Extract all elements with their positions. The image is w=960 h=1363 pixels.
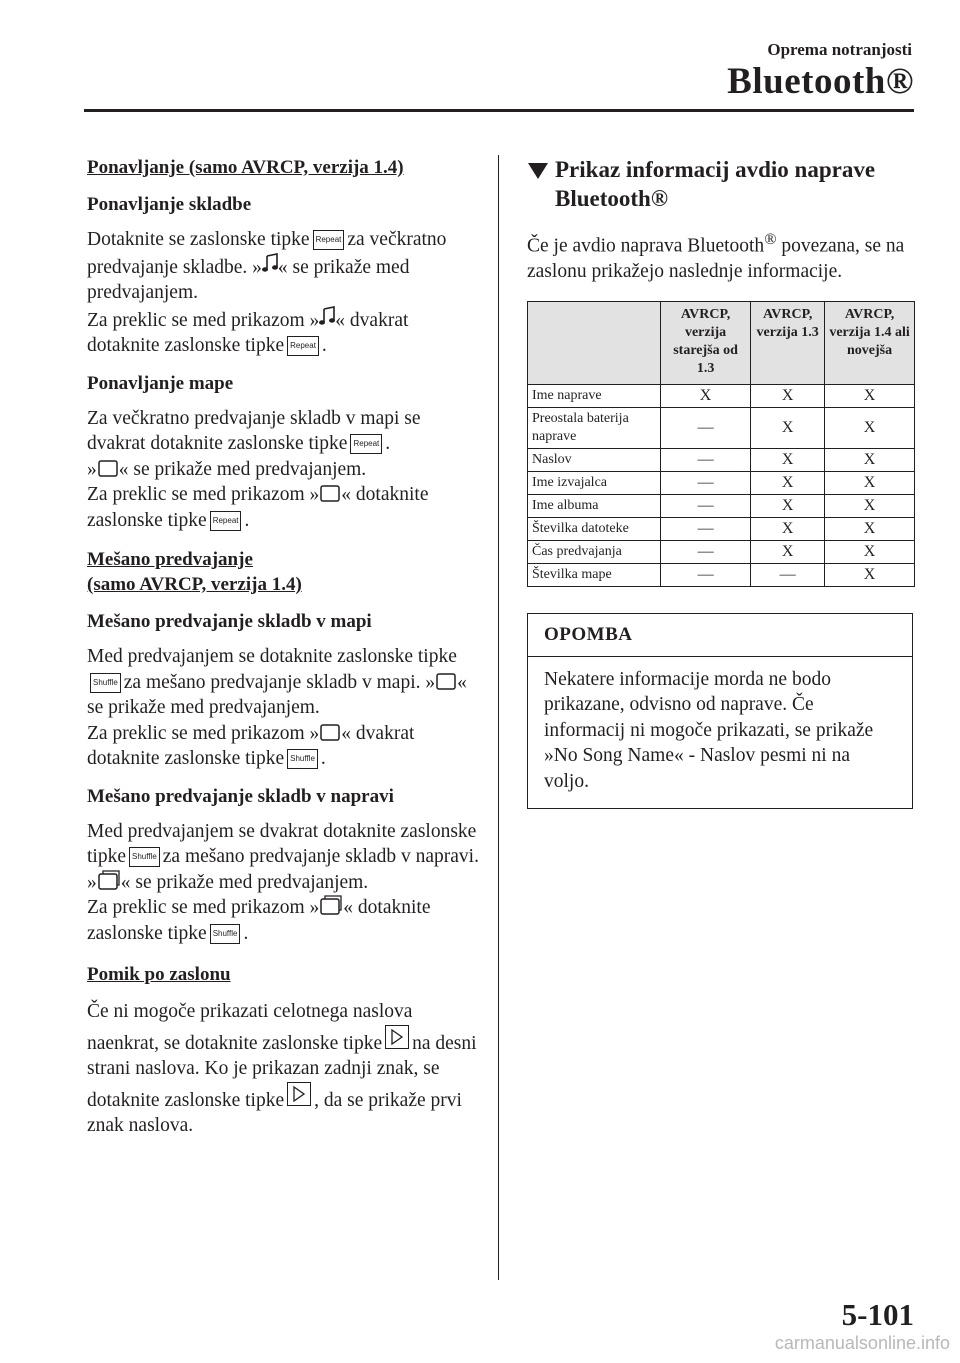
paragraph-info-intro [527,227,915,285]
header-empty [528,301,661,384]
text: « se prikaže med predvajanjem. [87,671,467,718]
text: (samo AVRCP, verzija 1.4) [87,574,302,595]
header-col-3: AVRCP, verzija 1.4 ali novejša [825,301,915,384]
table-row [528,563,915,586]
text: . [244,509,250,531]
note-title: OPOMBA [528,614,912,657]
repeat-button-icon: Repeat [313,230,345,250]
text: na desni strani naslova. Ko je prikazan zadnji znak, se dotaknite zaslonske tipke [87,1032,477,1111]
scroll-arrow-button-icon [287,1082,311,1106]
table-row [528,384,915,407]
text: « se prikaže med predvajanjem. [120,871,369,893]
section-scroll-title: Pomik po zaslonu [87,964,231,985]
cell: X [661,384,751,407]
cell: X [825,471,915,494]
text: « dotaknite zaslonske tipke [87,484,429,531]
cell: X [751,494,825,517]
cell: — [661,471,751,494]
header-subtitle: Oprema notranjosti [767,40,912,59]
text: Za preklic se med prikazom » [87,897,320,918]
text: « dvakrat dotaknite zaslonske tipke [87,722,415,769]
note-body: Nekatere informacije morda ne bodo prikazane, odvisno od naprave. Če informacij ni mogoče prikazati, se prikaže »No Song Name« - Naslov pesmi ni na voljo. [544,668,874,792]
text: Dotaknite se zaslonske tipke [87,229,310,250]
repeat-button-icon: Repeat [210,511,242,531]
cell: X [751,517,825,540]
page-number: 5-101 [841,1297,914,1332]
scroll-arrow-button-icon [385,1025,409,1049]
left-column [87,155,482,1149]
paragraph-repeat-track [87,227,482,359]
row-label: Številka datoteke [528,517,661,540]
text: Za preklic se med prikazom » [87,484,320,505]
cell: — [661,517,751,540]
cell: X [751,448,825,471]
paragraph-shuffle-folder [87,644,482,772]
cell: — [661,407,751,448]
cell: X [825,407,915,448]
row-label: Ime naprave [528,384,661,407]
table-header-row [528,301,915,384]
right-column [527,155,915,809]
watermark: carmanualsonline.info [774,1333,950,1353]
table-row [528,540,915,563]
header-col-2: AVRCP, verzija 1.3 [751,301,825,384]
row-label: Ime albuma [528,494,661,517]
cell: — [661,563,751,586]
registered-mark: ® [764,230,777,248]
text: « se prikaže med predvajanjem. [87,256,410,303]
subsection-repeat-folder: Ponavljanje mape [87,372,234,394]
cell: X [825,517,915,540]
music-note-icon [262,253,278,273]
folder-icon [98,459,118,477]
cell: X [751,384,825,407]
device-folder-icon [98,870,120,890]
text: za večkratno predvajanje skladbe. » [87,229,447,278]
text: Prikaz informacij avdio naprave Bluetooth® [555,157,876,211]
section-shuffle-title [87,547,482,597]
cell: X [825,540,915,563]
table-row [528,448,915,471]
cell: X [825,384,915,407]
paragraph-shuffle-device [87,819,482,947]
paragraph-scroll [87,999,482,1139]
folder-icon [320,484,340,502]
paragraph-repeat-folder [87,406,482,534]
table-row [528,407,915,448]
cell: — [661,494,751,517]
text: « dvakrat dotaknite zaslonske tipke [87,309,409,356]
cell: — [751,563,825,586]
text: . [385,433,391,454]
text: Za preklic se med prikazom » [87,309,320,331]
text: « se prikaže med predvajanjem. [118,458,367,480]
cell: X [751,540,825,563]
note-box [527,613,913,810]
text: Mešano predvajanje [87,549,253,570]
text: za mešano predvajanje skladb v napravi. » [87,846,479,893]
music-note-icon [319,306,335,326]
cell: X [751,471,825,494]
shuffle-button-icon: Shuffle [90,673,121,693]
cell: — [661,540,751,563]
row-label: Preostala baterija naprave [528,407,661,448]
text: za mešano predvajanje skladb v mapi. » [123,671,436,693]
info-table [527,301,915,587]
text: . [243,922,249,944]
repeat-button-icon: Repeat [350,434,382,454]
header-col-1: AVRCP, verzija starejša od 1.3 [661,301,751,384]
table-row [528,494,915,517]
text: . [321,335,327,356]
text: « dotaknite zaslonske tipke [87,897,431,944]
folder-icon [320,723,340,741]
subsection-shuffle-device: Mešano predvajanje skladb v napravi [87,785,394,807]
cell: X [825,494,915,517]
table-row [528,517,915,540]
text: povezana, se na zaslonu prikažejo naslednje informacije. [527,235,905,282]
section-repeat-title: Ponavljanje (samo AVRCP, verzija 1.4) [87,157,404,178]
row-label: Naslov [528,448,661,471]
text: Če ni mogoče prikazati celotnega naslova naenkrat, se dotaknite zaslonske tipke [87,1001,413,1054]
text: . [320,748,326,769]
shuffle-button-icon: Shuffle [210,924,241,944]
table-row [528,471,915,494]
cell: X [751,407,825,448]
cell: X [825,563,915,586]
shuffle-button-icon: Shuffle [287,749,318,769]
subsection-shuffle-folder: Mešano predvajanje skladb v mapi [87,611,372,632]
folder-icon [436,672,456,690]
shuffle-button-icon: Shuffle [129,847,160,867]
section-info-title [527,155,915,213]
header-title: Bluetooth® [727,61,914,102]
text: Za preklic se med prikazom » [87,722,320,744]
text: Med predvajanjem se dotaknite zaslonske tipke [87,646,457,667]
row-label: Številka mape [528,563,661,586]
device-folder-icon [320,895,342,915]
text: Če je avdio naprava Bluetooth [527,235,765,257]
row-label: Ime izvajalca [528,471,661,494]
subsection-repeat-track: Ponavljanje skladbe [87,194,252,215]
triangle-bullet-icon [527,162,549,180]
text: , da se prikaže prvi znak naslova. [87,1089,462,1136]
column-divider [498,155,499,1280]
cell: — [661,448,751,471]
text: Med predvajanjem se dvakrat dotaknite zaslonske tipke [87,820,477,867]
row-label: Čas predvajanja [528,540,661,563]
text: » [87,458,97,480]
repeat-button-icon: Repeat [287,336,319,356]
header-rule [84,109,914,112]
cell: X [825,448,915,471]
text: Za večkratno predvajanje skladb v mapi se dvakrat dotaknite zaslonske tipke [87,407,421,454]
